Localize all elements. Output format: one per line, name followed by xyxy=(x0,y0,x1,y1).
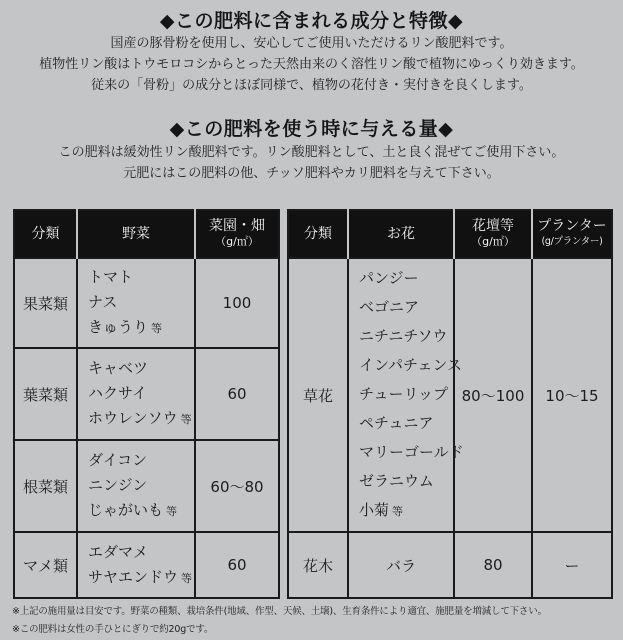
features-line: 国産の豚骨粉を使用し、安心してご使用いただけるリン酸肥料です。 xyxy=(110,36,513,51)
header-amount xyxy=(195,210,279,258)
flower-table xyxy=(287,209,613,599)
row-category: 根菜類 xyxy=(14,440,77,532)
etc-suffix: 等 xyxy=(180,413,192,426)
section-heading-features: ◆この肥料に含まれる成分と特徴◆ xyxy=(159,10,464,32)
list-item: インパチェンス xyxy=(359,356,463,374)
header-planter xyxy=(532,210,612,258)
row-planter-amount: ー xyxy=(532,532,612,598)
header-planter-label: プランター xyxy=(537,218,607,234)
list-item: ホウレンソウ xyxy=(88,409,178,427)
list-item-last xyxy=(88,406,194,432)
list-item: トマト xyxy=(88,268,134,286)
row-flower: バラ xyxy=(348,532,454,598)
table-row xyxy=(288,532,612,598)
row-items xyxy=(77,348,195,440)
row-amount: 100 xyxy=(195,258,279,348)
etc-suffix: 等 xyxy=(392,505,404,518)
footnote-usage: ※上記の施用量は目安です。野菜の種類、栽培条件(地域、作型、天候、土壌)、生育条件により適宜、施肥量を増減して下さい。 xyxy=(12,606,547,617)
row-category: 草花 xyxy=(288,258,348,532)
list-item: ダイコン xyxy=(88,451,148,469)
list-item-last xyxy=(88,315,194,341)
list-item: チューリップ xyxy=(359,385,448,403)
vegetable-table-header xyxy=(14,210,279,258)
row-amount: 60 xyxy=(195,532,279,598)
row-items xyxy=(77,532,195,598)
list-item: キャベツ xyxy=(88,359,149,377)
list-item: きゅうり xyxy=(88,318,149,336)
table-row xyxy=(14,532,279,598)
header-bed-unit: （g/㎡） xyxy=(471,235,515,248)
flower-table-header xyxy=(288,210,612,258)
list-item-last xyxy=(88,498,194,524)
list-item: じゃがいも xyxy=(88,501,164,519)
list-item: パンジー xyxy=(359,269,419,287)
table-row xyxy=(14,258,279,348)
header-bed xyxy=(454,210,532,258)
header-amount-label: 菜園・畑 xyxy=(209,218,265,234)
features-line: 従来の「骨粉」の成分とほぼ同様で、植物の花付き・実付きを良くします。 xyxy=(91,78,532,93)
header-bed-label: 花壇等 xyxy=(472,218,514,234)
list-item: サヤエンドウ xyxy=(88,567,179,586)
row-category: マメ類 xyxy=(14,532,77,598)
list-item: ペチュニア xyxy=(359,414,434,432)
list-item: ナス xyxy=(88,293,118,311)
header-planter-unit: (g/プランター) xyxy=(541,236,603,247)
etc-suffix: 等 xyxy=(151,322,163,335)
row-category: 果菜類 xyxy=(14,258,77,348)
list-item: エダマメ xyxy=(88,542,149,561)
row-items xyxy=(77,440,195,532)
header-flower: お花 xyxy=(348,210,454,258)
list-item: ハクサイ xyxy=(88,384,147,402)
row-category: 花木 xyxy=(288,532,348,598)
list-item: ゼラニウム xyxy=(359,472,434,490)
header-vegetable: 野菜 xyxy=(77,210,195,258)
list-item-last xyxy=(88,565,194,591)
list-item-last xyxy=(359,496,453,526)
row-items xyxy=(77,258,195,348)
header-category: 分類 xyxy=(14,210,77,258)
header-category: 分類 xyxy=(288,210,348,258)
section-heading-amount: ◆この肥料を使う時に与える量◆ xyxy=(169,118,454,140)
amount-text xyxy=(0,142,623,184)
list-item: マリーゴールド xyxy=(359,443,464,461)
etc-suffix: 等 xyxy=(166,505,178,518)
header-amount-unit: （g/㎡） xyxy=(215,235,259,248)
amount-line: 元肥にはこの肥料の他、チッソ肥料やカリ肥料を与えて下さい。 xyxy=(123,166,500,181)
row-amount: 60 xyxy=(195,348,279,440)
row-planter-amount: 10〜15 xyxy=(532,258,612,532)
list-item: 小菊 xyxy=(359,501,390,519)
etc-suffix: 等 xyxy=(181,571,193,585)
row-bed-amount: 80 xyxy=(454,532,532,598)
list-item: ニンジン xyxy=(88,476,148,494)
table-row xyxy=(288,258,612,532)
row-items xyxy=(348,258,464,532)
row-amount: 60〜80 xyxy=(195,440,279,532)
table-row xyxy=(14,348,279,440)
list-item: ベゴニア xyxy=(359,298,420,316)
row-bed-amount: 80〜100 xyxy=(454,258,532,532)
features-text xyxy=(0,33,623,96)
table-row xyxy=(14,440,279,532)
row-category: 葉菜類 xyxy=(14,348,77,440)
footnote-handful: ※この肥料は女性の手ひとにぎりで約20gです。 xyxy=(12,624,214,635)
amount-line: この肥料は緩効性リン酸肥料です。リン酸肥料として、土と良く混ぜてご使用下さい。 xyxy=(58,145,565,160)
vegetable-table xyxy=(13,209,280,599)
features-line: 植物性リン酸はトウモロコシからとった天然由来のく溶性リン酸で植物にゆっくり効きます。 xyxy=(39,57,584,72)
list-item: ニチニチソウ xyxy=(359,327,448,345)
